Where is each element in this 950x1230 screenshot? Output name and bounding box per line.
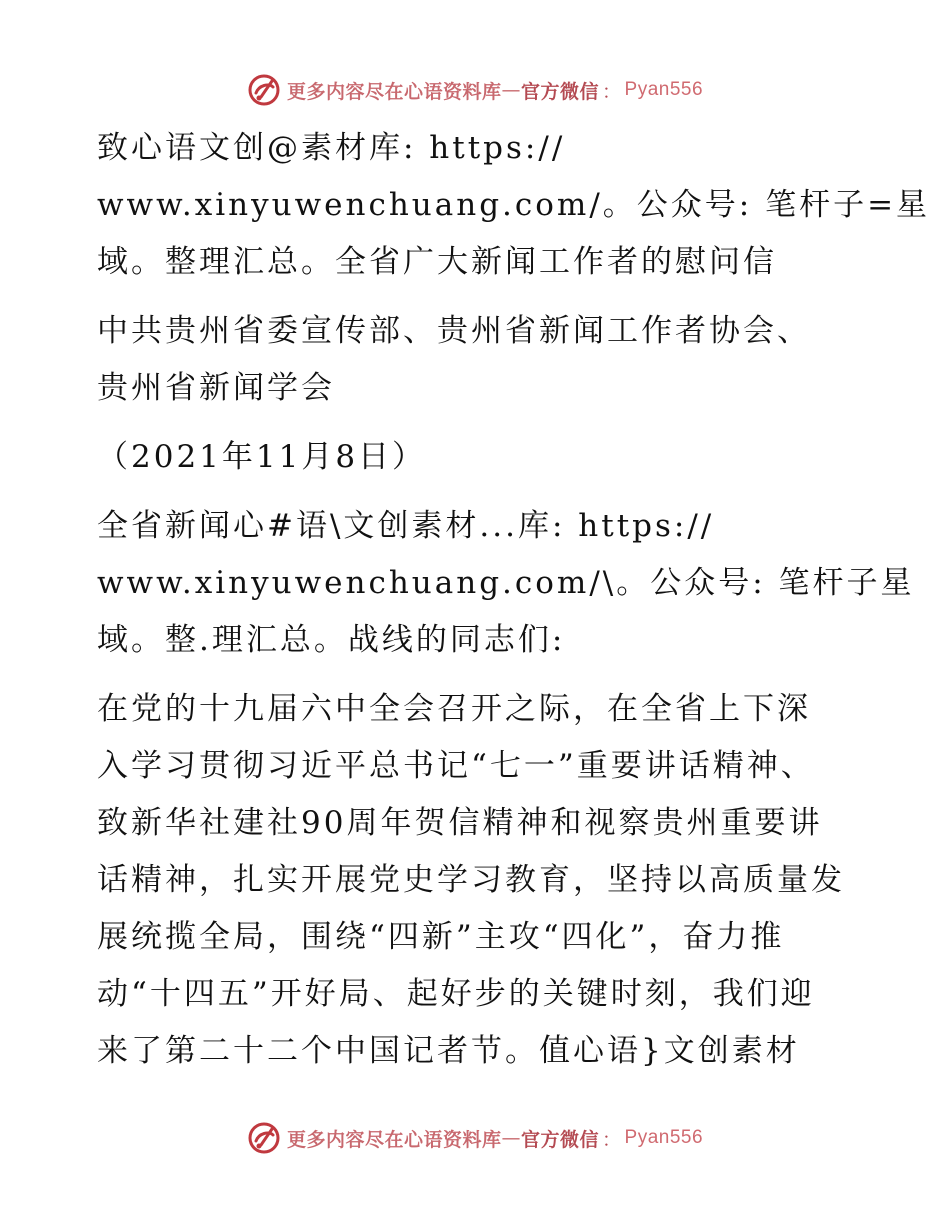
paragraph-gap (97, 669, 857, 681)
banner-official-label: 官方微信 (520, 1128, 599, 1151)
feather-logo-icon (247, 1121, 281, 1155)
banner-site-text: 更多内容尽在心语资料库 (286, 1128, 502, 1151)
doc-line: 在党的十九届六中全会召开之际，在全省上下深 (97, 691, 811, 727)
paragraph-gap (97, 417, 857, 429)
document-body (97, 120, 931, 1080)
banner-separator: ： (602, 80, 622, 103)
doc-line: 全省新闻心#语\文创素材...库: https:// (97, 508, 715, 544)
banner-official-label: 官方微信 (520, 80, 599, 103)
doc-date-line: （2021年11月8日） (97, 439, 427, 475)
banner-site-text: 更多内容尽在心语资料库 (286, 80, 502, 103)
doc-line: 入学习贯彻习近平总书记“七一”重要讲话精神、 (97, 748, 815, 784)
banner-dash: — (501, 79, 521, 101)
footer-watermark-banner (0, 1118, 950, 1158)
doc-line: 中共贵州省委宣传部、贵州省新闻工作者协会、 (97, 313, 811, 349)
doc-line: 来了第二十二个中国记者节。值心语}文创素材 (97, 1033, 800, 1069)
doc-line: 动“十四五”开好局、起好步的关键时刻，我们迎 (97, 976, 815, 1012)
doc-line: 域。整.理汇总。战线的同志们: (97, 622, 566, 658)
doc-line: 致心语文创@素材库: https:// (97, 130, 566, 166)
banner-wechat-id: Pyan556 (624, 1127, 704, 1148)
doc-line: 域。整理汇总。全省广大新闻工作者的慰问信 (97, 244, 777, 280)
feather-logo-icon (247, 73, 281, 107)
banner-wechat-id: Pyan556 (624, 79, 704, 100)
doc-line: 展统揽全局，围绕“四新”主攻“四化”，奋力推 (97, 919, 785, 955)
banner-dash: — (501, 1127, 521, 1149)
banner-separator: ： (602, 1128, 622, 1151)
doc-line: 致新华社建社90周年贺信精神和视察贵州重要讲 (97, 805, 823, 841)
doc-line: 话精神，扎实开展党史学习教育，坚持以高质量发 (97, 862, 845, 898)
doc-line: www.xinyuwenchuang.com/。公众号: 笔杆子=星 (97, 187, 931, 223)
paragraph-gap (97, 486, 857, 498)
header-watermark-banner (0, 70, 950, 110)
paragraph-gap (97, 291, 857, 303)
doc-line: 贵州省新闻学会 (97, 370, 335, 406)
doc-line: www.xinyuwenchuang.com/\。公众号: 笔杆子星 (97, 565, 915, 601)
